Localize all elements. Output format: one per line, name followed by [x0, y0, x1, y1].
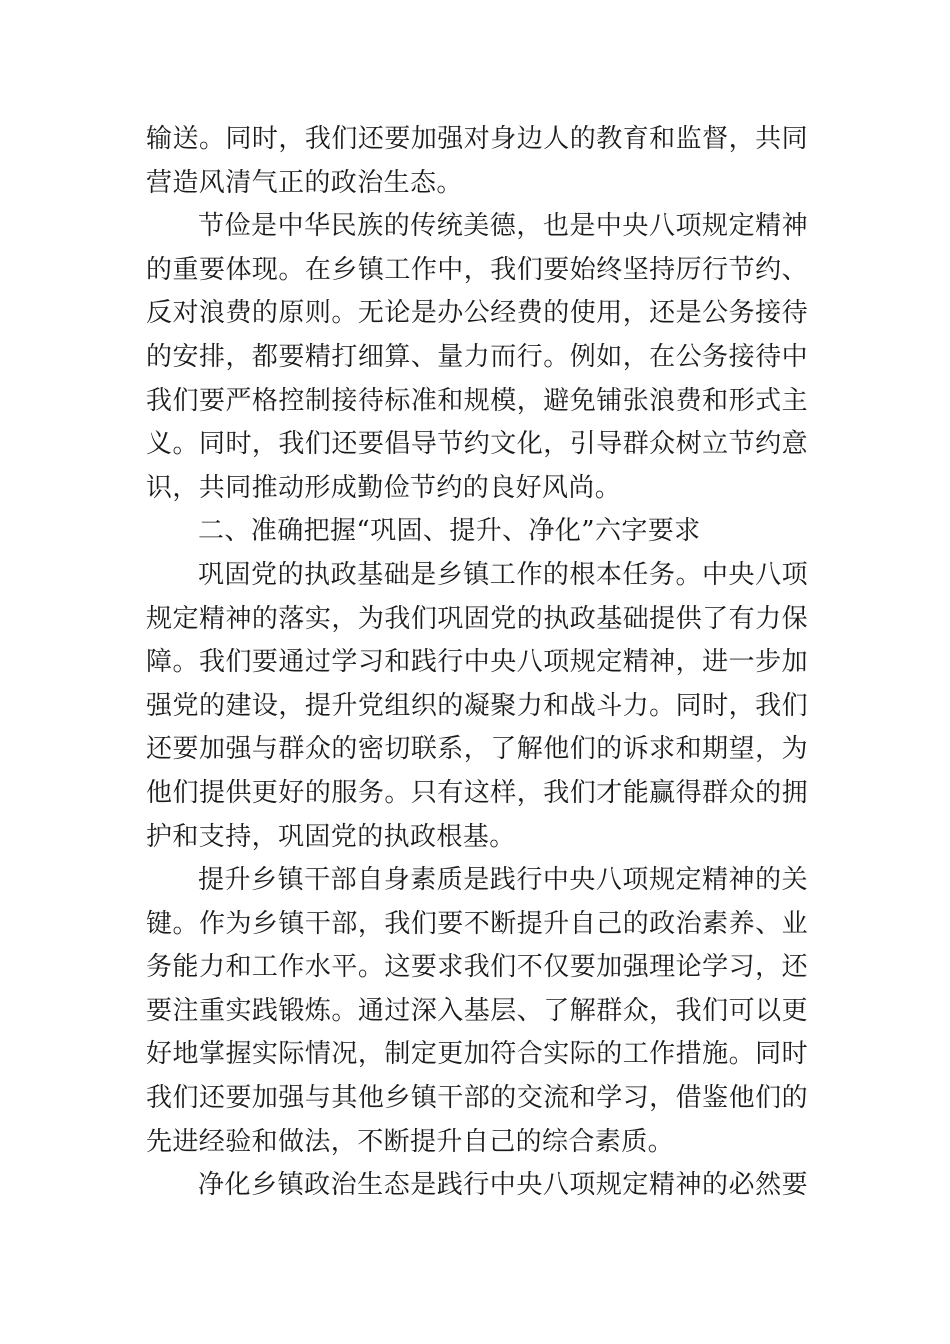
paragraph-first-line: 节俭是中华民族的传统美德，也是中央八项规定精神 [198, 211, 808, 242]
text-line: 键。作为乡镇干部，我们要不断提升自己的政治素养、业 [146, 908, 808, 939]
text-line: 务能力和工作水平。这要求我们不仅要加强理论学习，还 [146, 952, 808, 983]
document-body [146, 118, 808, 1208]
text-line: 营造风清气正的政治生态。 [146, 167, 463, 198]
text-line: 还要加强与群众的密切联系，了解他们的诉求和期望，为 [146, 734, 808, 765]
text-line: 好地掌握实际情况，制定更加符合实际的工作措施。同时 [146, 1039, 808, 1070]
text-line: 识，共同推动形成勤俭节约的良好风尚。 [146, 472, 622, 503]
text-line: 的重要体现。在乡镇工作中，我们要始终坚持厉行节约、 [146, 254, 808, 285]
text-line: 要注重实践锻炼。通过深入基层、了解群众，我们可以更 [146, 995, 808, 1026]
text-line: 义。同时，我们还要倡导节约文化，引导群众树立节约意 [146, 429, 808, 460]
paragraph-first-line: 巩固党的执政基础是乡镇工作的根本任务。中央八项 [198, 559, 808, 590]
text-line: 反对浪费的原则。无论是办公经费的使用，还是公务接待 [146, 298, 808, 329]
section-heading: 二、准确把握“巩固、提升、净化”六字要求 [198, 516, 701, 547]
text-line: 护和支持，巩固党的执政根基。 [146, 821, 516, 852]
text-line: 输送。同时，我们还要加强对身边人的教育和监督，共同 [146, 124, 808, 154]
text-line: 障。我们要通过学习和践行中央八项规定精神，进一步加 [146, 647, 808, 678]
text-line: 强党的建设，提升党组织的凝聚力和战斗力。同时，我们 [146, 690, 808, 721]
text-line: 我们还要加强与其他乡镇干部的交流和学习，借鉴他们的 [146, 1083, 808, 1114]
text-line: 先进经验和做法，不断提升自己的综合素质。 [146, 1126, 675, 1157]
text-line: 我们要严格控制接待标准和规模，避免铺张浪费和形式主 [146, 385, 808, 416]
paragraph-first-line: 净化乡镇政治生态是践行中央八项规定精神的必然要 [198, 1170, 808, 1201]
paragraph-first-line: 提升乡镇干部自身素质是践行中央八项规定精神的关 [198, 865, 808, 896]
text-line: 规定精神的落实，为我们巩固党的执政基础提供了有力保 [146, 603, 808, 634]
text-line: 的安排，都要精打细算、量力而行。例如，在公务接待中 [146, 341, 808, 372]
text-line: 他们提供更好的服务。只有这样，我们才能赢得群众的拥 [146, 777, 808, 808]
